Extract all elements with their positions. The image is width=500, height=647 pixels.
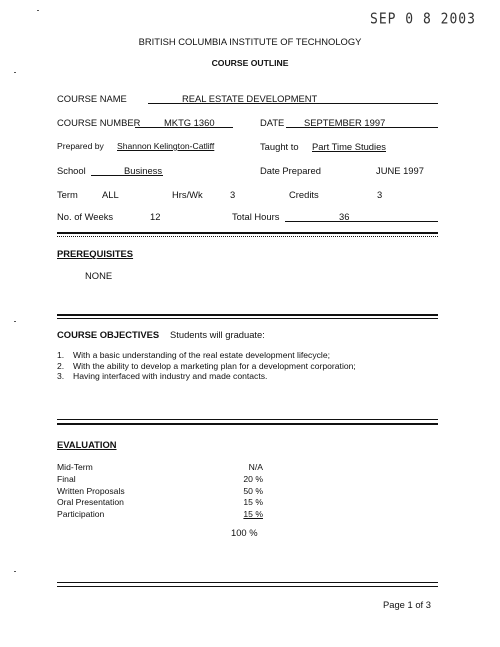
section-divider-top-shadow bbox=[57, 236, 438, 237]
objective-number: 2. bbox=[57, 360, 65, 371]
section-divider-lower bbox=[57, 419, 438, 420]
course-name-value: REAL ESTATE DEVELOPMENT bbox=[182, 93, 318, 104]
scan-speck bbox=[14, 571, 16, 572]
course-number-underline bbox=[135, 127, 233, 128]
date-underline bbox=[286, 127, 438, 128]
footer-divider-second bbox=[57, 586, 438, 587]
school-value: Business bbox=[124, 165, 163, 176]
objectives-list bbox=[57, 350, 356, 382]
credits-label: Credits bbox=[289, 189, 319, 200]
prepared-by-label: Prepared by bbox=[57, 141, 104, 151]
date-prepared-label: Date Prepared bbox=[260, 165, 321, 176]
objectives-heading: COURSE OBJECTIVES bbox=[57, 329, 160, 340]
evaluation-value: 15 % bbox=[243, 497, 263, 508]
evaluation-value: N/A bbox=[248, 462, 263, 472]
evaluation-label: Oral Presentation bbox=[57, 497, 124, 508]
school-underline bbox=[91, 175, 163, 176]
course-number-value: MKTG 1360 bbox=[164, 117, 215, 128]
objective-text: With a basic understanding of the real estate development lifecycle; bbox=[73, 350, 331, 360]
scan-speck bbox=[14, 72, 16, 73]
objective-item bbox=[57, 361, 356, 372]
term-value: ALL bbox=[102, 189, 119, 200]
section-divider-middle-second bbox=[57, 318, 438, 319]
hours-per-week-label: Hrs/Wk bbox=[172, 189, 203, 200]
objective-number: 3. bbox=[57, 371, 65, 381]
institution-name: BRITISH COLUMBIA INSTITUTE OF TECHNOLOGY bbox=[138, 36, 362, 47]
date-label: DATE bbox=[260, 117, 285, 128]
prerequisites-value: NONE bbox=[85, 270, 113, 281]
hours-per-week-value: 3 bbox=[230, 189, 236, 200]
objective-item bbox=[57, 350, 356, 361]
total-hours-value: 36 bbox=[339, 211, 350, 222]
document-title: COURSE OUTLINE bbox=[211, 58, 289, 68]
credits-value: 3 bbox=[377, 189, 383, 200]
taught-to-label: Taught to bbox=[260, 141, 299, 152]
weeks-label: No. of Weeks bbox=[57, 211, 114, 222]
evaluation-value: 50 % bbox=[243, 485, 263, 496]
evaluation-values bbox=[233, 462, 263, 521]
received-date-stamp: SEP 0 8 2003 bbox=[370, 10, 476, 29]
course-name-underline bbox=[148, 103, 438, 104]
total-hours-label: Total Hours bbox=[232, 211, 280, 222]
taught-to-value: Part Time Studies bbox=[312, 141, 386, 152]
evaluation-label: Participation bbox=[57, 509, 105, 520]
evaluation-label: Mid-Term bbox=[57, 462, 93, 472]
section-divider-lower-thick bbox=[57, 423, 438, 425]
footer-divider bbox=[57, 582, 438, 583]
evaluation-value: 15 % bbox=[243, 509, 263, 520]
course-number-label: COURSE NUMBER bbox=[57, 117, 141, 128]
objective-item bbox=[57, 371, 356, 382]
evaluation-label: Final bbox=[57, 473, 76, 484]
term-label: Term bbox=[57, 189, 78, 200]
scan-speck bbox=[37, 10, 39, 11]
school-label: School bbox=[57, 165, 86, 176]
prepared-by-value: Shannon Kelington-Catliff bbox=[117, 141, 215, 151]
total-hours-underline bbox=[285, 221, 438, 222]
evaluation-value: 20 % bbox=[243, 473, 263, 484]
scan-speck bbox=[14, 321, 16, 322]
evaluation-label: Written Proposals bbox=[57, 485, 125, 496]
objective-text: Having interfaced with industry and made contacts. bbox=[73, 371, 268, 381]
prerequisites-heading: PREREQUISITES bbox=[57, 248, 134, 259]
section-divider-middle bbox=[57, 314, 438, 316]
objective-text: With the ability to develop a marketing plan for a development corporation; bbox=[73, 360, 356, 371]
course-name-label: COURSE NAME bbox=[57, 93, 127, 104]
evaluation-total: 100 % bbox=[231, 527, 258, 538]
evaluation-labels bbox=[57, 462, 125, 521]
section-divider-top bbox=[57, 232, 438, 234]
objective-number: 1. bbox=[57, 350, 65, 360]
objectives-intro: Students will graduate: bbox=[170, 329, 265, 340]
weeks-value: 12 bbox=[150, 211, 161, 222]
evaluation-heading: EVALUATION bbox=[57, 439, 117, 450]
date-prepared-value: JUNE 1997 bbox=[376, 165, 424, 176]
page-number: Page 1 of 3 bbox=[383, 599, 431, 610]
date-value: SEPTEMBER 1997 bbox=[304, 117, 386, 128]
